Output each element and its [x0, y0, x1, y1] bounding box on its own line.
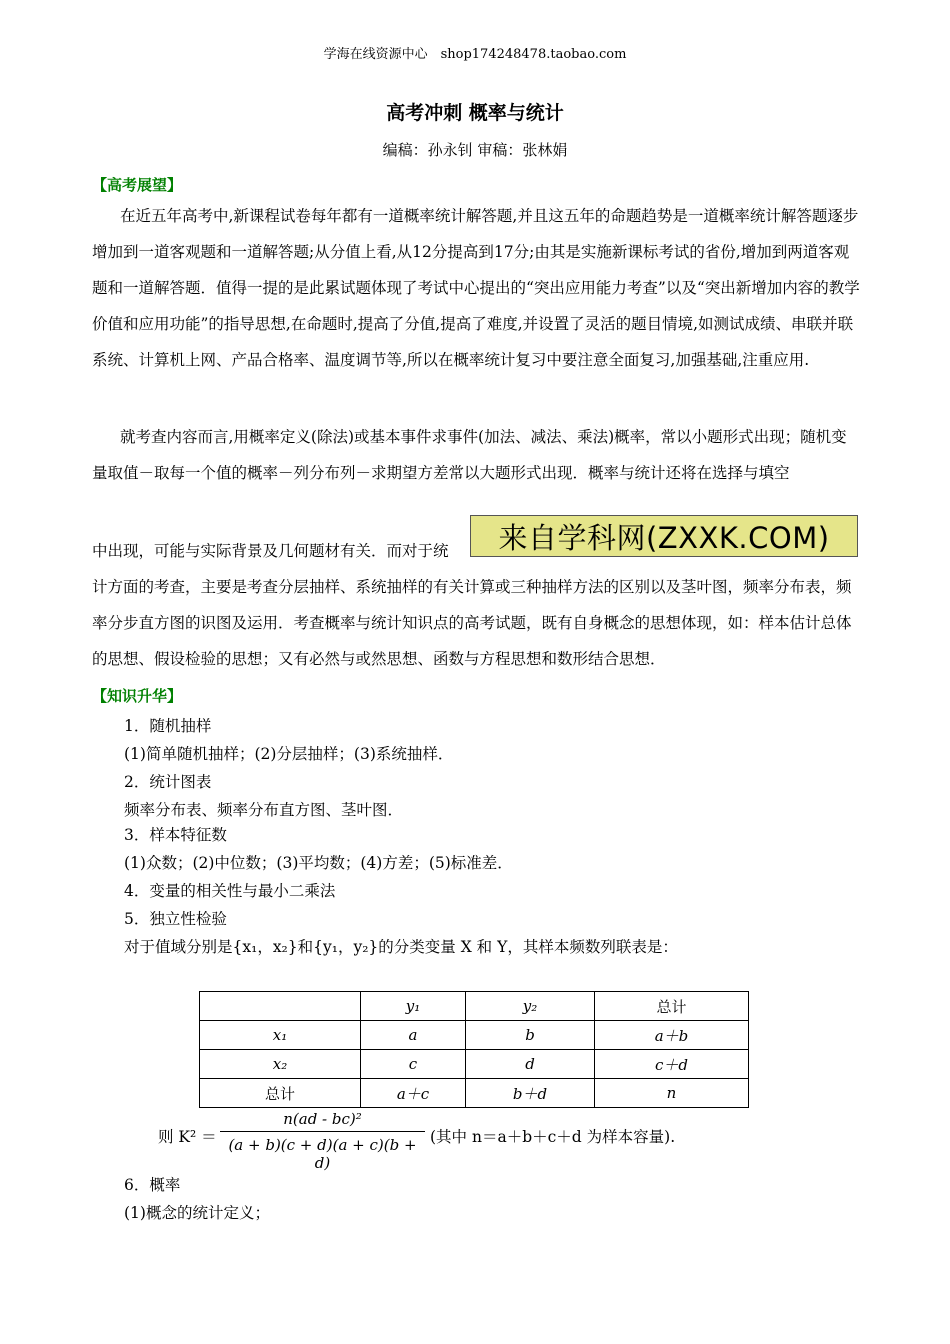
list-item: 3．样本特征数 [124, 826, 227, 844]
formula-suffix: (其中 n＝a＋b＋c＋d 为样本容量). [430, 1128, 676, 1146]
list-item: (1)概念的统计定义； [124, 1204, 270, 1222]
list-item: 1．随机抽样 [124, 717, 212, 735]
table-row [200, 992, 749, 1021]
list-item: 频率分布表、频率分布直方图、茎叶图． [124, 801, 404, 819]
formula-fraction [220, 1110, 425, 1172]
paragraph-content-b: 中出现，可能与实际背景及几何题材有关．而对于统 [92, 542, 449, 560]
list-item: (1)简单随机抽样；(2)分层抽样；(3)系统抽样． [124, 745, 454, 763]
list-item: (1)众数；(2)中位数；(3)平均数；(4)方差；(5)标准差． [124, 854, 513, 872]
table-cell: a＋c [361, 1079, 466, 1108]
table-cell: 总计 [595, 992, 749, 1021]
watermark-banner: 来自学科网(ZXXK.COM) [470, 515, 858, 557]
page-title: 高考冲刺 概率与统计 [386, 102, 564, 124]
table-cell: 总计 [200, 1079, 361, 1108]
paragraph-content-c: 计方面的考查，主要是考查分层抽样、系统抽样的有关计算或三种抽样方法的区别以及茎叶图，频率分布表，频率分步直方图的识图及运用．考查概率与统计知识点的高考试题，既有自身概念的思想体现，如：样本估计总体的思想、假设检验的思想；又有必然与或然思想、函数与方程思想和数形结合思想． [92, 578, 852, 668]
table-cell: a [361, 1021, 466, 1050]
table-cell: y₂ [466, 992, 595, 1021]
list-item: 4．变量的相关性与最小二乘法 [124, 882, 336, 900]
editors-line: 编稿：孙永钊 审稿：张林娟 [382, 141, 568, 159]
table-cell: a＋b [595, 1021, 749, 1050]
table-cell: b＋d [466, 1079, 595, 1108]
section-heading-outlook: 【高考展望】 [92, 176, 183, 194]
table-cell: y₁ [361, 992, 466, 1021]
list-item: 2．统计图表 [124, 773, 212, 791]
formula-prefix: 则 K² ＝ [158, 1128, 217, 1146]
table-row [200, 1079, 749, 1108]
list-item: 5．独立性检验 [124, 910, 227, 928]
table-cell: n [595, 1079, 749, 1108]
table-cell [200, 992, 361, 1021]
table-cell: d [466, 1050, 595, 1079]
table-cell: x₁ [200, 1021, 361, 1050]
paragraph-content-a: 就考查内容而言,用概率定义(除法)或基本事件求事件(加法、减法、乘法)概率，常以小题形式出现；随机变量取值－取每一个值的概率－列分布列－求期望方差常以大题形式出现．概率与统计还将在选择与填空 [92, 428, 847, 482]
list-item: 6．概率 [124, 1176, 181, 1194]
table-cell: c [361, 1050, 466, 1079]
paragraph-outlook: 在近五年高考中,新课程试卷每年都有一道概率统计解答题,并且这五年的命题趋势是一道概率统计解答题逐步增加到一道客观题和一道解答题;从分值上看,从12分提高到17分;由其是实施新课标考试的省份,增加到两道客观题和一道解答题．值得一提的是此累试题体现了考试中心提出的“突出应用能力考查”以及“突出新增加内容的教学价值和应用功能”的指导思想,在命题时,提高了分值,提高了难度,并设置了灵活的题目情境,如测试成绩、串联并联系统、计算机上网、产品合格率、温度调节等,所以在概率统计复习中要注意全面复习,加强基础,注重应用. [92, 207, 860, 369]
formula-denominator: (a + b)(c + d)(a + c)(b + d) [228, 1136, 417, 1172]
contingency-intro: 对于值域分别是{x₁，x₂}和{y₁，y₂}的分类变量 X 和 Y，其样本频数列联表是： [124, 938, 678, 956]
section-heading-knowledge: 【知识升华】 [92, 687, 183, 705]
page-header: 学海在线资源中心 shop174248478.taobao.com [323, 47, 627, 62]
table-row [200, 1021, 749, 1050]
table-cell: b [466, 1021, 595, 1050]
contingency-table [199, 991, 749, 1108]
table-cell: x₂ [200, 1050, 361, 1079]
table-row [200, 1050, 749, 1079]
table-cell: c＋d [595, 1050, 749, 1079]
formula-numerator: n(ad - bc)² [220, 1110, 425, 1132]
